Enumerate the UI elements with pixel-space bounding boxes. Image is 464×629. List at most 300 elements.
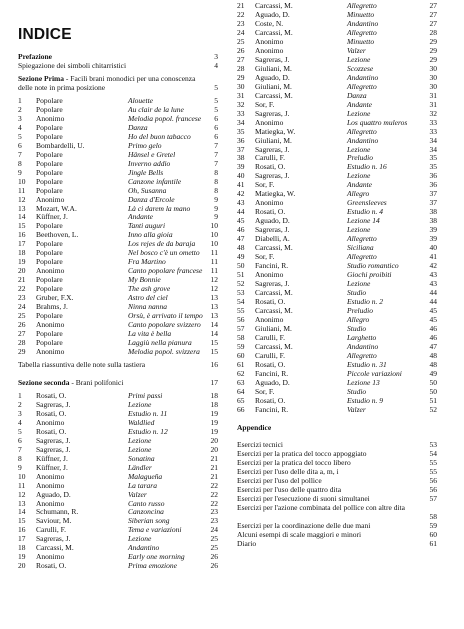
entry-title: Studio romantico — [347, 261, 399, 271]
page-number: 15 — [210, 347, 218, 356]
entry-number: 28 — [18, 338, 26, 348]
page-number: 59 — [429, 521, 437, 531]
entry-author: Sor, F. — [255, 386, 275, 396]
entry-author: Rosati, O. — [255, 162, 286, 172]
entry-number: 11 — [18, 185, 26, 195]
tabella-row — [18, 361, 218, 370]
entry-title: Lezione — [347, 108, 371, 118]
entry-title: Primo gelo — [128, 140, 162, 150]
entry-author: Küffner, J. — [36, 212, 68, 222]
entry-number: 40 — [237, 171, 245, 181]
entry-number: 3 — [18, 408, 22, 418]
page-number: 5 — [214, 104, 218, 114]
entry-number: 22 — [18, 284, 26, 294]
entry-title: Preludio — [347, 153, 373, 163]
entry-title: Estudio n. 16 — [347, 162, 387, 172]
prefazione-heading: Prefazione — [18, 52, 53, 61]
sezione-prima-heading: Sezione Prima — [18, 73, 65, 83]
entry-title: Siciliana — [347, 243, 374, 253]
page-number: 38 — [429, 216, 437, 226]
entry-title: Estudio n. 4 — [347, 207, 384, 217]
page-number: 29 — [429, 45, 437, 55]
entry-number: 13 — [18, 203, 26, 213]
entry-title: Lezione — [347, 225, 371, 235]
entry-author: Popolare — [36, 221, 63, 231]
appendice-text: Alcuni esempi di scale maggiori e minori — [237, 530, 362, 540]
entry-author: Anonimo — [255, 45, 284, 55]
entry-title: Preludio — [347, 305, 373, 315]
entry-number: 53 — [237, 288, 245, 297]
page-title: INDICE — [18, 26, 72, 43]
page-number: 37 — [429, 189, 437, 199]
entry-number: 2 — [18, 399, 22, 409]
entry-title: Inverno addio — [128, 158, 171, 168]
page-number: 60 — [429, 530, 437, 540]
entry-title: Lezione — [347, 171, 371, 181]
entry-number: 9 — [18, 462, 22, 472]
page-number: 8 — [214, 167, 218, 177]
entry-author: Popolare — [36, 185, 63, 195]
entry-number: 5 — [18, 426, 22, 436]
entry-title: Ninna nanna — [128, 302, 167, 312]
entry-number: 24 — [237, 27, 245, 37]
page-number: 39 — [429, 234, 437, 244]
entry-title: Scozzese — [347, 63, 374, 73]
entry-number: 32 — [237, 99, 245, 109]
entry-number: 17 — [18, 239, 26, 249]
entry-author: Sagreras, J. — [255, 225, 290, 235]
entry-author: Sagreras, J. — [255, 108, 290, 118]
entry-number: 44 — [237, 207, 245, 217]
page-number: 46 — [429, 332, 437, 342]
page-number: 5 — [214, 82, 218, 92]
page-number: 19 — [210, 426, 218, 436]
entry-title: Piccole variazioni — [347, 368, 402, 378]
entry-author: Fancini, R. — [255, 261, 289, 271]
page-number: 11 — [210, 257, 218, 267]
entry-title: Inno alla gioia — [128, 230, 173, 240]
entry-number: 27 — [18, 329, 26, 339]
entry-title: Tema e variazioni — [128, 525, 182, 535]
entry-author: Anonimo — [36, 471, 65, 481]
entry-number: 48 — [237, 243, 245, 253]
page-number: 17 — [210, 377, 218, 387]
entry-author: Matiegka, W. — [255, 189, 296, 199]
sezione-seconda-heading-row — [18, 379, 218, 388]
entry-title: Lezione — [128, 534, 152, 544]
appendice-entry — [237, 540, 437, 549]
entry-title: Los quattro muleros — [347, 117, 408, 127]
entry-title: Au clair de la lune — [128, 104, 184, 114]
entry-number: 25 — [18, 311, 26, 321]
entry-title: Lezione 14 — [347, 216, 380, 226]
entry-author: Anonimo — [36, 417, 65, 427]
entry-title: Laggiù nella pianura — [128, 338, 192, 348]
entry-author: Sagreras, J. — [36, 399, 71, 409]
entry-title: Andante — [128, 212, 153, 222]
appendice-text: Diario — [237, 539, 257, 549]
entry-title: La tarara — [128, 480, 157, 490]
entry-title: Andantino — [347, 18, 379, 28]
entry-title: Estudio n. 2 — [347, 296, 384, 306]
entry-number: 42 — [237, 189, 245, 199]
entry-number: 38 — [237, 153, 245, 163]
entry-title: Danza — [347, 90, 367, 100]
page-number: 7 — [214, 158, 218, 168]
entry-author: Sor, F. — [255, 252, 275, 262]
page-number: 48 — [429, 359, 437, 369]
entry-author: Rosati, O. — [36, 426, 67, 436]
page-number: 36 — [429, 180, 437, 190]
entry-author: Rosati, O. — [255, 207, 286, 217]
entry-author: Popolare — [36, 95, 63, 105]
page-number: 13 — [210, 311, 218, 321]
page-number: 29 — [429, 36, 437, 46]
page-number: 26 — [210, 552, 218, 562]
entry-author: Carcassi, M. — [255, 288, 293, 297]
entry-author: Popolare — [36, 311, 63, 321]
entry-author: Carcassi, M. — [255, 341, 293, 351]
page-number: 7 — [214, 149, 218, 159]
page-number: 55 — [429, 467, 437, 477]
entry-title: Lezione — [347, 279, 371, 289]
left-column — [18, 53, 218, 571]
entry-author: Carcassi, M. — [255, 243, 293, 253]
page-number: 57 — [429, 494, 437, 504]
entry-author: Fancini, R. — [255, 368, 289, 378]
appendice-text: Esercizi per l'uso del pollice — [237, 476, 322, 486]
entry-author: Aguado, D. — [255, 377, 290, 387]
sezione-prima-heading-row — [18, 75, 218, 93]
entry-author: Rosati, O. — [36, 561, 67, 571]
page-number: 33 — [429, 117, 437, 127]
entry-title: Valzer — [347, 404, 366, 414]
entry-number: 10 — [18, 176, 26, 186]
page-number: 50 — [429, 377, 437, 387]
page-number: 26 — [210, 561, 218, 571]
page-number: 13 — [210, 293, 218, 303]
entry-number: 9 — [18, 167, 22, 177]
entry-author: Küffner, J. — [36, 462, 68, 472]
page-number: 10 — [210, 239, 218, 249]
entry-number: 37 — [237, 144, 245, 154]
appendice-entry — [237, 504, 437, 522]
entry-author: Carcassi, M. — [255, 27, 293, 37]
entry-title: Melodia popol. svizzera — [128, 347, 200, 356]
page-number: 24 — [210, 525, 218, 535]
entry-number: 31 — [237, 90, 245, 100]
entry-number: 30 — [237, 81, 245, 91]
entry-title: Studio — [347, 386, 367, 396]
entry-author: Anonimo — [255, 314, 284, 324]
entry-number: 1 — [18, 95, 22, 105]
entry-number: 63 — [237, 377, 245, 387]
entry-title: Lezione — [347, 144, 371, 154]
entry-author: Giuliani, M. — [255, 63, 292, 73]
entry-title: Allegretto — [347, 350, 377, 360]
entry-number: 16 — [18, 230, 26, 240]
entry-number: 16 — [18, 525, 26, 535]
entry-title: Estudio n. 9 — [347, 395, 384, 405]
entry-number: 5 — [18, 131, 22, 141]
entry-title: Andantino — [347, 135, 379, 145]
entry-number: 18 — [18, 543, 26, 553]
page-number: 22 — [210, 498, 218, 508]
page-number: 45 — [429, 305, 437, 315]
entry-number: 27 — [237, 54, 245, 64]
entry-author: Popolare — [36, 149, 63, 159]
entry-number: 20 — [18, 266, 26, 276]
page-number: 11 — [210, 266, 218, 276]
page-number: 43 — [429, 279, 437, 289]
page-number: 27 — [429, 18, 437, 28]
entry-title: Early one morning — [128, 552, 185, 562]
entry-author: Schumann, R. — [36, 507, 79, 517]
page-number: 9 — [214, 194, 218, 204]
entry-number: 61 — [237, 359, 245, 369]
entry-title: Allegretto — [347, 252, 377, 262]
entry-author: Popolare — [36, 257, 63, 267]
page-number: 29 — [429, 54, 437, 64]
entry-title: La vita è bella — [128, 329, 172, 339]
page-number: 14 — [210, 320, 218, 330]
entry-number: 7 — [18, 149, 22, 159]
entry-author: Fancini, R. — [255, 404, 289, 414]
entry-title: Ho del buon tabacco — [128, 131, 191, 141]
entry-author: Rosati, O. — [255, 296, 286, 306]
entry-author: Popolare — [36, 176, 63, 186]
page-number: 61 — [429, 539, 437, 549]
entry-number: 26 — [237, 45, 245, 55]
entry-author: Popolare — [36, 167, 63, 177]
entry-number: 65 — [237, 395, 245, 405]
entry-number: 11 — [18, 480, 26, 490]
entry-title: Andante — [347, 180, 372, 190]
page-number: 6 — [214, 113, 218, 123]
entry-number: 19 — [18, 257, 26, 267]
page-number: 21 — [210, 462, 218, 472]
entry-title: Los rejes de da baraja — [128, 239, 196, 249]
entry-author: Rosati, O. — [255, 359, 286, 369]
entry-number: 14 — [18, 507, 26, 517]
entry-author: Giuliani, M. — [255, 81, 292, 91]
sezione-seconda-heading: Sezione seconda — [18, 377, 70, 387]
entry-title: Danza — [128, 122, 148, 132]
entry-number: 12 — [18, 489, 26, 499]
page-number: 32 — [429, 108, 437, 118]
page-number: 34 — [429, 144, 437, 154]
page-number: 47 — [429, 341, 437, 351]
entry-title: Tanti auguri — [128, 221, 166, 231]
page-number: 5 — [214, 95, 218, 105]
entry-author: Saviour, M. — [36, 516, 72, 526]
appendice-text: Esercizi per l'azione combinata del pollice con altre dita — [237, 503, 405, 513]
index-entry — [18, 562, 218, 571]
entry-number: 60 — [237, 350, 245, 360]
page-number: 3 — [214, 52, 218, 61]
entry-number: 35 — [237, 126, 245, 136]
entry-number: 58 — [237, 332, 245, 342]
page-number: 41 — [429, 252, 437, 262]
page-number: 6 — [214, 131, 218, 141]
entry-author: Popolare — [36, 248, 63, 258]
page-number: 35 — [429, 153, 437, 163]
entry-author: Popolare — [36, 239, 63, 249]
entry-author: Anonimo — [36, 320, 65, 330]
entry-number: 25 — [237, 36, 245, 46]
entry-author: Rosati, O. — [255, 395, 286, 405]
entry-title: Andantino — [128, 543, 160, 553]
entry-title: My Bonnie — [128, 275, 161, 285]
entry-author: Anonimo — [36, 113, 65, 123]
entry-number: 12 — [18, 194, 26, 204]
entry-title: Allegretto — [347, 81, 377, 91]
entry-number: 64 — [237, 386, 245, 396]
entry-author: Carcassi, M. — [36, 543, 74, 553]
page-number: 52 — [429, 404, 437, 414]
entry-title: Allegretto — [347, 1, 377, 10]
entry-author: Sagreras, J. — [36, 444, 71, 454]
entry-author: Aguado, D. — [255, 72, 290, 82]
page-number: 10 — [210, 221, 218, 231]
entry-author: Sagreras, J. — [255, 171, 290, 181]
entry-number: 41 — [237, 180, 245, 190]
entry-number: 4 — [18, 417, 22, 427]
entry-author: Sagreras, J. — [255, 279, 290, 289]
entry-author: Gruber, F.X. — [36, 293, 74, 303]
entry-title: Primi passi — [128, 390, 163, 400]
page-number: 10 — [210, 230, 218, 240]
page-number: 9 — [214, 212, 218, 222]
page-number: 53 — [429, 440, 437, 450]
entry-title: Allegretto — [347, 234, 377, 244]
entry-author: Anonimo — [255, 117, 284, 127]
page-number: 56 — [429, 476, 437, 486]
sezione-prima-text: - Facili brani monodici per una conoscenza delle note in prima posizione — [18, 73, 196, 92]
entry-number: 57 — [237, 323, 245, 333]
appendice-text: Esercizi per l'esecuzione di suoni simultanei — [237, 494, 370, 504]
entry-number: 33 — [237, 108, 245, 118]
entry-author: Beethoven, L. — [36, 230, 79, 240]
page-number: 19 — [210, 408, 218, 418]
entry-number: 36 — [237, 135, 245, 145]
entry-title: Lezione — [128, 399, 152, 409]
page-number: 27 — [429, 9, 437, 19]
entry-title: Siberian song — [128, 516, 170, 526]
entry-number: 47 — [237, 234, 245, 244]
entry-title: Allegretto — [347, 27, 377, 37]
page-number: 51 — [429, 395, 437, 405]
entry-title: Estudio n. 12 — [128, 426, 168, 436]
index-entry — [237, 406, 437, 415]
prefazione-line: Spiegazione dei simboli chitarristici — [18, 60, 127, 70]
entry-title: Minuetto — [347, 9, 375, 19]
entry-author: Popolare — [36, 122, 63, 132]
page-number: 30 — [429, 63, 437, 73]
entry-title: Sonatina — [128, 453, 155, 463]
page-number: 8 — [214, 185, 218, 195]
entry-author: Anonimo — [36, 194, 65, 204]
entry-author: Popolare — [36, 131, 63, 141]
entry-title: Canzoncina — [128, 507, 164, 517]
entry-title: Larghetto — [347, 332, 377, 342]
appendice-list — [237, 441, 437, 549]
entry-number: 22 — [237, 9, 245, 19]
entry-author: Mozart, W.A. — [36, 203, 77, 213]
entry-number: 39 — [237, 162, 245, 172]
entry-title: Lezione 13 — [347, 377, 380, 387]
page-number: 54 — [429, 449, 437, 459]
page-number: 20 — [210, 444, 218, 454]
entry-title: Malagueña — [128, 471, 163, 481]
entry-title: Lezione — [128, 435, 152, 445]
page-number: 14 — [210, 329, 218, 339]
page-number: 34 — [429, 135, 437, 145]
entry-title: Astro del ciel — [128, 293, 168, 303]
page-number: 15 — [210, 338, 218, 348]
page-number: 21 — [210, 471, 218, 481]
page-number: 30 — [429, 81, 437, 91]
page-number: 49 — [429, 368, 437, 378]
entry-title: Andantino — [347, 341, 379, 351]
page-number: 43 — [429, 270, 437, 280]
page-number: 13 — [210, 302, 218, 312]
entry-title: Valzer — [347, 45, 366, 55]
entry-number: 20 — [18, 561, 26, 571]
entry-author: Aguado, D. — [255, 9, 290, 19]
entry-title: Là ci darem la mano — [128, 203, 191, 213]
page-number: 18 — [210, 399, 218, 409]
entry-number: 2 — [18, 104, 22, 114]
entry-title: Estudio n. 31 — [347, 359, 387, 369]
entry-author: Sor, F. — [255, 99, 275, 109]
page-number: 37 — [429, 198, 437, 208]
entry-author: Anonimo — [36, 347, 65, 356]
appendice-text: Esercizi per l'uso delle dita a, m, i — [237, 467, 339, 477]
page-number: 25 — [210, 534, 218, 544]
entry-title: Estudio n. 11 — [128, 408, 168, 418]
entry-title: Giochi proibiti — [347, 270, 392, 280]
page-number: 33 — [429, 126, 437, 136]
entry-number: 62 — [237, 368, 245, 378]
entry-number: 4 — [18, 122, 22, 132]
entry-number: 26 — [18, 320, 26, 330]
entry-author: Anonimo — [255, 36, 284, 46]
entry-number: 50 — [237, 261, 245, 271]
entry-author: Giuliani, M. — [255, 135, 292, 145]
entry-title: Greensleeves — [347, 198, 387, 208]
sezione-seconda-list-cont — [237, 2, 437, 415]
appendice-text: Esercizi per l'uso delle quattro dita — [237, 485, 342, 495]
entry-number: 52 — [237, 279, 245, 289]
page-number: 40 — [429, 243, 437, 253]
entry-number: 10 — [18, 471, 26, 481]
entry-author: Anonimo — [36, 266, 65, 276]
page-number: 44 — [429, 296, 437, 306]
entry-number: 6 — [18, 435, 22, 445]
entry-number: 1 — [18, 390, 22, 400]
entry-number: 19 — [18, 552, 26, 562]
entry-author: Carcassi, M. — [255, 305, 293, 315]
page-number: 30 — [429, 72, 437, 82]
page-number: 31 — [429, 99, 437, 109]
entry-number: 59 — [237, 341, 245, 351]
entry-number: 23 — [18, 293, 26, 303]
appendice-text: Esercizi tecnici — [237, 440, 284, 450]
tabella-text: Tabella riassuntiva delle note sulla tastiera — [18, 359, 146, 369]
entry-number: 51 — [237, 270, 245, 280]
page-number: 18 — [210, 390, 218, 400]
